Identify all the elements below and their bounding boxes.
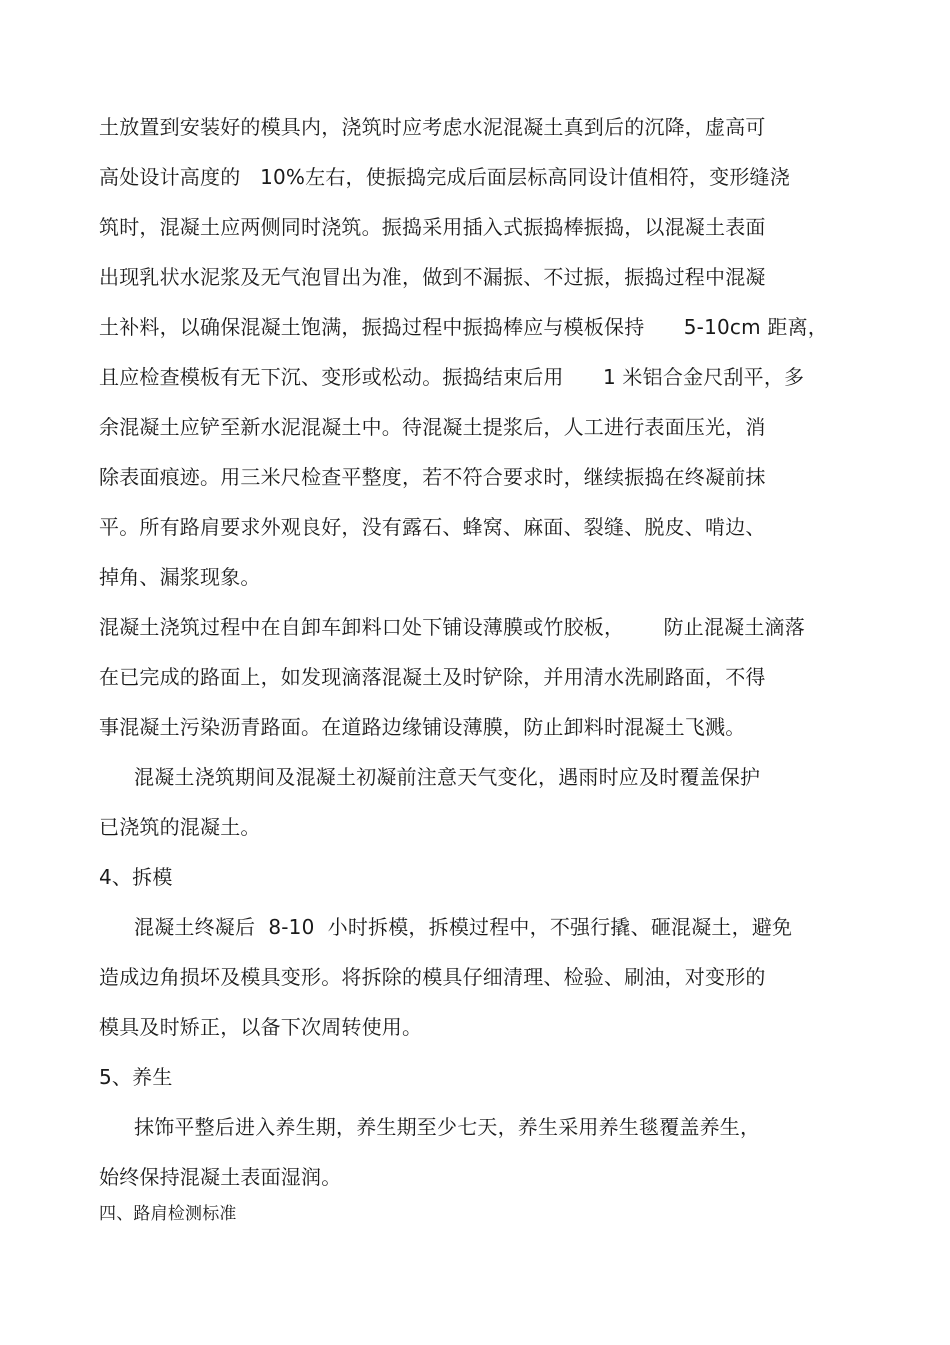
text-line: 出现乳状水泥浆及无气泡冒出为准，做到不漏振、不过振，振捣过程中混凝 [99, 265, 766, 289]
section-heading: 四、路肩检测标准 [99, 1204, 237, 1224]
text-line: 模具及时矫正，以备下次周转使用。 [99, 1015, 423, 1039]
section-heading: 5、养生 [99, 1065, 173, 1089]
text-line: 始终保持混凝土表面湿润。 [99, 1165, 342, 1189]
text-line: 掉角、漏浆现象。 [99, 565, 261, 589]
text-line: 混凝土浇筑期间及混凝土初凝前注意天气变化，遇雨时应及时覆盖保护 [134, 765, 761, 789]
section-heading: 4、拆模 [99, 865, 173, 889]
text-line: 混凝土终凝后 8-10 小时拆模，拆模过程中，不强行撬、砸混凝土，避免 [134, 915, 793, 939]
text-line: 除表面痕迹。用三米尺检查平整度，若不符合要求时，继续振捣在终凝前抹 [99, 465, 766, 489]
text-line: 在已完成的路面上，如发现滴落混凝土及时铲除，并用清水洗刷路面，不得 [99, 665, 766, 689]
text-line: 平。所有路肩要求外观良好，没有露石、蜂窝、麻面、裂缝、脱皮、啃边、 [99, 515, 766, 539]
text-line: 土放置到安装好的模具内，浇筑时应考虑水泥混凝土真到后的沉降，虚高可 [99, 115, 766, 139]
text-line: 且应检查模板有无下沉、变形或松动。振捣结束后用 1 米铝合金尺刮平，多 [99, 365, 805, 389]
text-line: 高处设计高度的 10%左右，使振捣完成后面层标高同设计值相符，变形缝浇 [99, 165, 790, 189]
text-line: 造成边角损坏及模具变形。将拆除的模具仔细清理、检验、刷油，对变形的 [99, 965, 766, 989]
text-line: 土补料，以确保混凝土饱满，振捣过程中振捣棒应与模板保持 5-10cm 距离， [99, 315, 828, 339]
text-line: 已浇筑的混凝土。 [99, 815, 261, 839]
text-line: 混凝土浇筑过程中在自卸车卸料口处下铺设薄膜或竹胶板， 防止混凝土滴落 [99, 615, 805, 639]
text-line: 余混凝土应铲至新水泥混凝土中。待混凝土提浆后，人工进行表面压光，消 [99, 415, 766, 439]
text-line: 事混凝土污染沥青路面。在道路边缘铺设薄膜，防止卸料时混凝土飞溅。 [99, 715, 746, 739]
text-line: 抹饰平整后进入养生期，养生期至少七天，养生采用养生毯覆盖养生， [134, 1115, 761, 1139]
text-line: 筑时，混凝土应两侧同时浇筑。振捣采用插入式振捣棒振捣，以混凝土表面 [99, 215, 766, 239]
